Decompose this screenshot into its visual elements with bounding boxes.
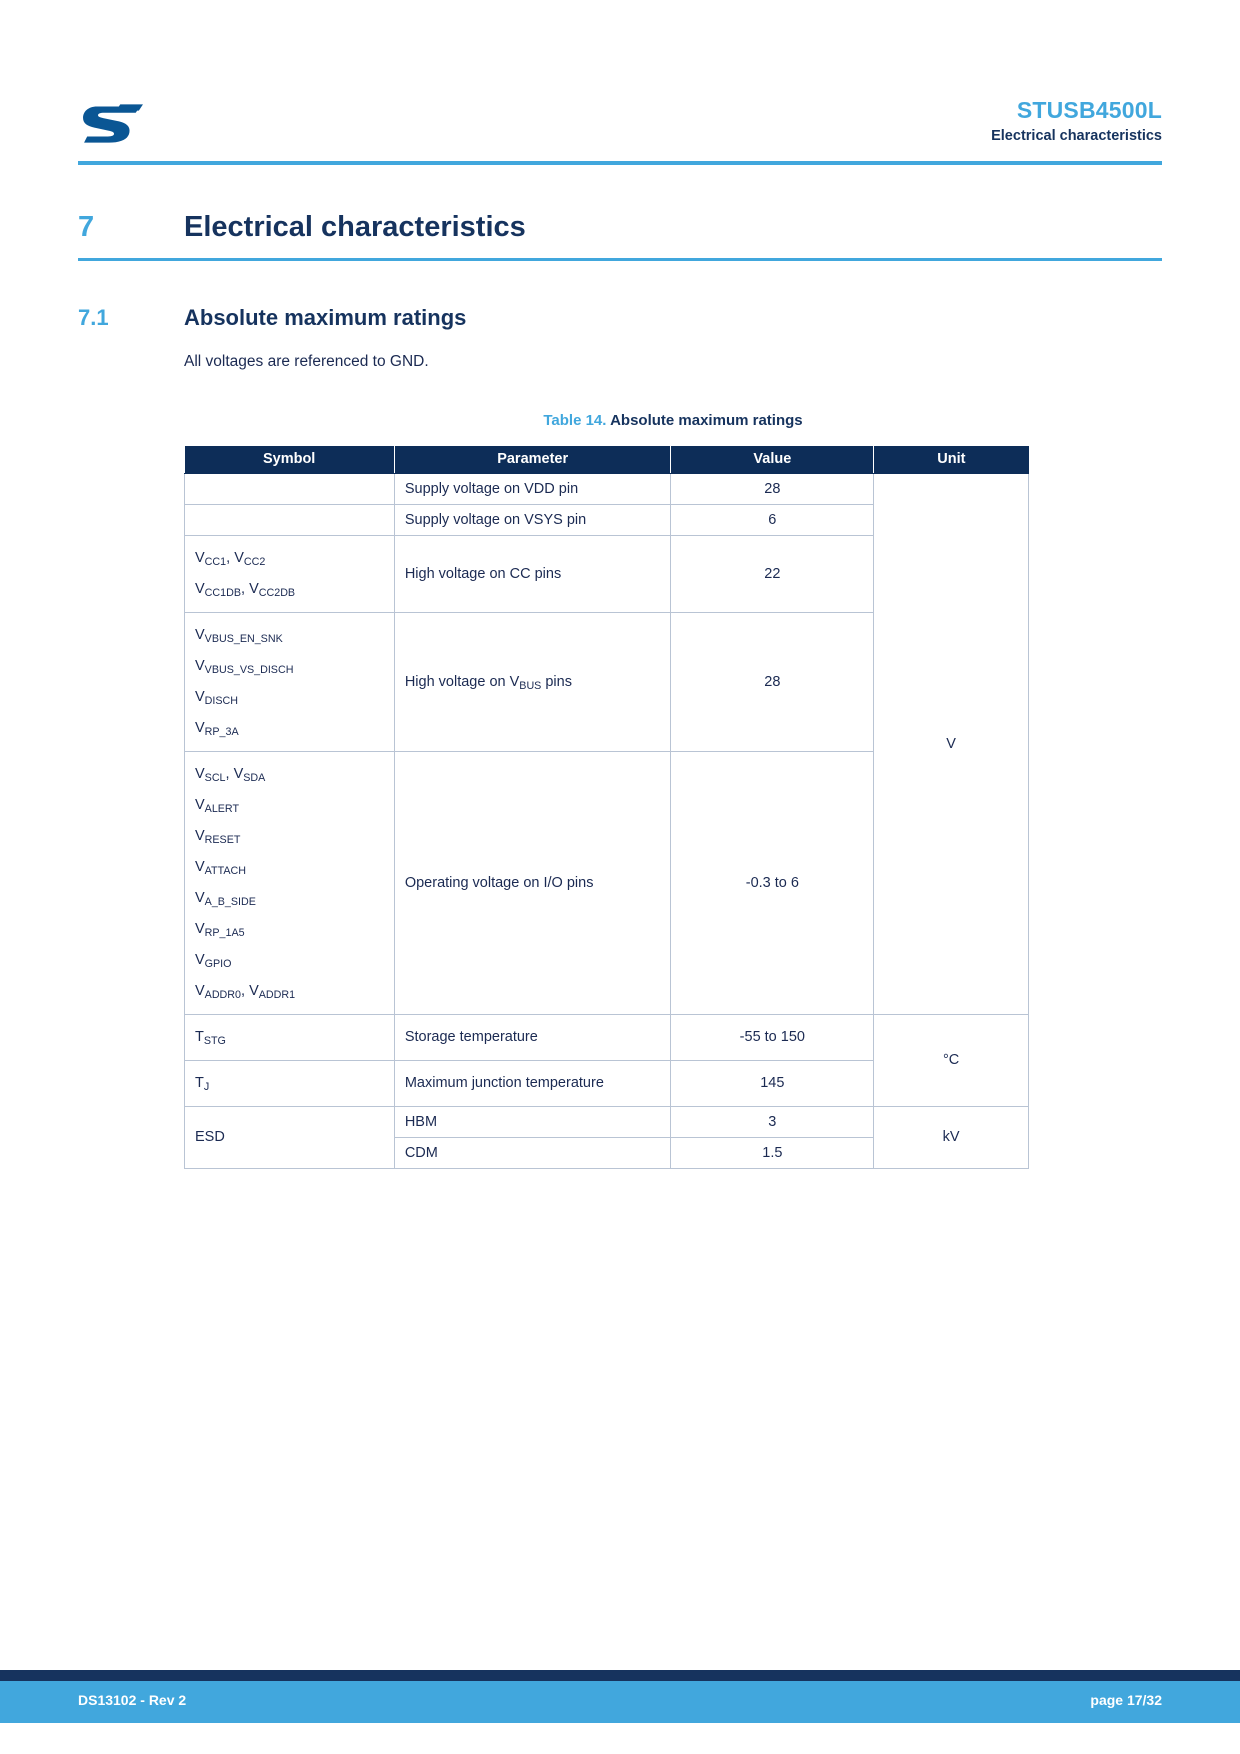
cell-symbol: $V_{VBUS\_EN\_SNK}$ $V_{VBUS\_VS\_DISCH}$ $V_{DISCH}$ $V_{RP\_3A}$ <box>185 612 395 751</box>
cell-unit-esd: kV <box>874 1106 1029 1168</box>
cell-symbol: $T_{STG}$ <box>185 1014 395 1060</box>
cell-value: 6 <box>671 504 874 535</box>
cell-value: 22 <box>671 535 874 612</box>
cell-parameter: HBM <box>394 1106 671 1137</box>
cell-symbol: $V_{SCL}$, $V_{SDA}$ $V_{ALERT}$ $V_{RESET}$ $V_{ATTACH}$ $V_{A\_B\_SIDE}$ $V_{RP\_1A5}$ $V_{GPIO}$ $V_{ADDR0}$, $V_{ADDR1}$ <box>185 751 395 1014</box>
section-title: Electrical characteristics <box>184 211 526 243</box>
table-caption <box>184 412 1162 429</box>
cell-value: -55 to 150 <box>671 1014 874 1060</box>
cell-parameter: Maximum junction temperature <box>394 1060 671 1106</box>
absolute-maximum-ratings-table <box>184 446 1029 1169</box>
cell-value: 28 <box>671 473 874 504</box>
section-heading <box>78 211 1162 263</box>
table-caption-title: Absolute maximum ratings <box>610 412 803 429</box>
footer-page-number: page 17/32 <box>1090 1692 1162 1708</box>
column-header-value: Value <box>671 446 874 473</box>
cell-symbol <box>185 504 395 535</box>
subsection-number: 7.1 <box>78 305 109 330</box>
column-header-symbol: Symbol <box>185 446 395 473</box>
cell-value: 1.5 <box>671 1137 874 1168</box>
table-row <box>185 1106 1029 1137</box>
table-row <box>185 1014 1029 1060</box>
cell-unit-voltage: V <box>874 473 1029 1014</box>
cell-value: 28 <box>671 612 874 751</box>
footer-divider <box>0 1670 1240 1681</box>
header-divider <box>78 161 1162 165</box>
cell-value: 3 <box>671 1106 874 1137</box>
intro-paragraph: All voltages are referenced to GND. <box>184 353 429 370</box>
column-header-unit: Unit <box>874 446 1029 473</box>
cell-parameter: Supply voltage on VDD pin <box>394 473 671 504</box>
footer-document-id: DS13102 - Rev 2 <box>78 1692 187 1708</box>
cell-unit-temperature: °C <box>874 1014 1029 1106</box>
table-row <box>185 473 1029 504</box>
cell-value: -0.3 to 6 <box>671 751 874 1014</box>
column-header-parameter: Parameter <box>394 446 671 473</box>
cell-value: 145 <box>671 1060 874 1106</box>
section-divider <box>78 258 1162 261</box>
cell-parameter: Storage temperature <box>394 1014 671 1060</box>
cell-parameter: Operating voltage on I/O pins <box>394 751 671 1014</box>
cell-symbol <box>185 473 395 504</box>
cell-parameter: CDM <box>394 1137 671 1168</box>
page-header <box>78 96 1162 164</box>
chapter-title: Electrical characteristics <box>991 128 1162 144</box>
cell-symbol-esd: ESD <box>185 1106 395 1168</box>
cell-parameter: High voltage on CC pins <box>394 535 671 612</box>
table-header-row <box>185 446 1029 473</box>
st-logo-icon <box>82 100 144 144</box>
cell-symbol: $T_J$ <box>185 1060 395 1106</box>
section-number: 7 <box>78 211 95 243</box>
subsection-title: Absolute maximum ratings <box>184 305 467 330</box>
cell-symbol: $V_{CC1}$, $V_{CC2}$ $V_{CC1DB}$, $V_{CC2DB}$ <box>185 535 395 612</box>
table-caption-label: Table 14. <box>543 412 607 429</box>
header-text-block <box>991 96 1162 146</box>
product-title: STUSB4500L <box>1016 97 1162 123</box>
cell-parameter: High voltage on $V_{BUS}$ pins <box>394 612 671 751</box>
cell-parameter: Supply voltage on VSYS pin <box>394 504 671 535</box>
table-body <box>185 473 1029 1168</box>
